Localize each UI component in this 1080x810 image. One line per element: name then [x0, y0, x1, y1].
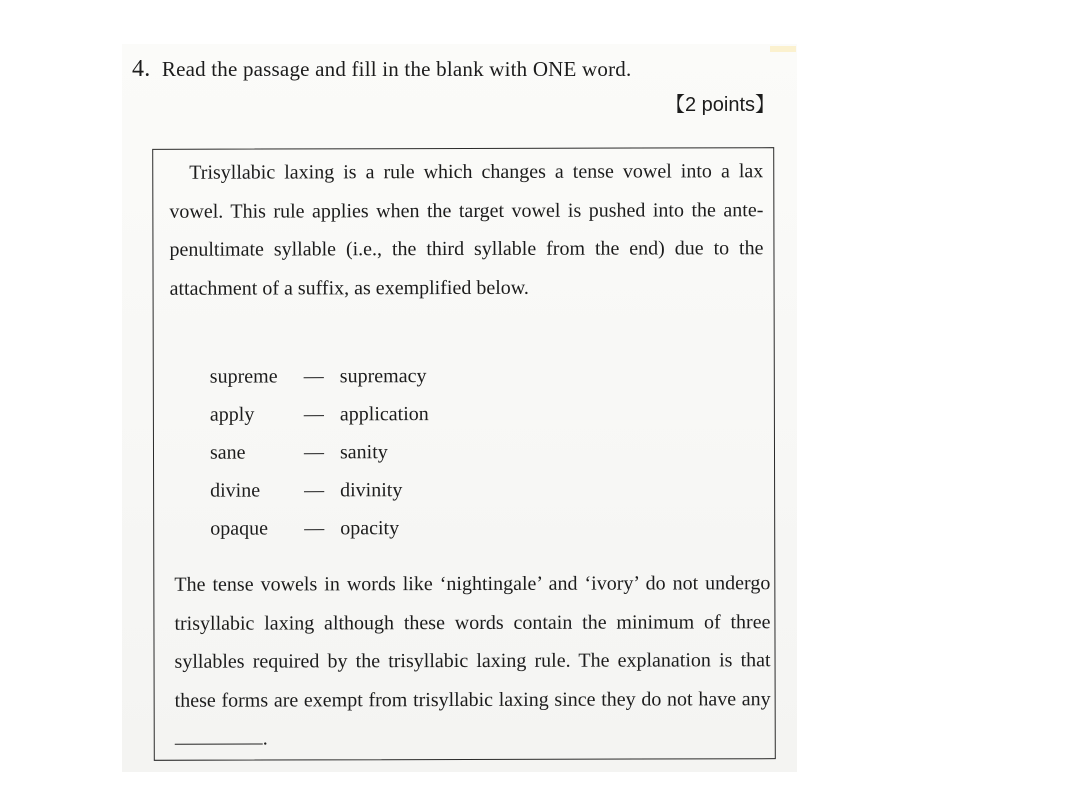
- points-label: 【2 points】: [665, 94, 776, 116]
- example-dash: —: [303, 441, 325, 464]
- example-base-word: sane: [209, 441, 246, 464]
- example-dash: —: [303, 365, 324, 388]
- end-period: .: [262, 727, 268, 750]
- conclusion-text: The tense vowels in words like ‘nightingale’ and ‘ivory’ do not undergo trisyllabic laxing although these words contain the minimum of three syllables required by the trisyllabic laxing rule. The explanation is that these forms are exempt from trisyllabic laxing since they do not have any: [174, 572, 771, 712]
- passage-box: [152, 147, 776, 761]
- example-dash: —: [304, 479, 325, 502]
- example-base-word: divine: [210, 479, 261, 502]
- example-derived-word: supremacy: [339, 365, 427, 388]
- example-derived-word: divinity: [340, 479, 403, 502]
- scan-edge-mark: [770, 46, 796, 52]
- passage-conclusion: [174, 564, 771, 758]
- example-dash: —: [304, 517, 325, 540]
- answer-blank[interactable]: [175, 730, 263, 745]
- passage-intro: [169, 152, 763, 308]
- question-number: 4.: [132, 56, 151, 82]
- question-heading: [132, 56, 631, 83]
- question-prompt: Read the passage and fill in the blank with ONE word.: [161, 57, 632, 81]
- example-derived-word: opacity: [340, 517, 400, 540]
- intro-text: Trisyllabic laxing is a rule which changes a tense vowel into a lax vowel. This rule applies when the target vowel is pushed into the ante-penultimate syllable (i.e., the third syllable from the end) due to the attachment of a suffix, as exemplified below.: [169, 160, 764, 300]
- example-derived-word: application: [339, 403, 429, 426]
- example-dash: —: [303, 403, 324, 426]
- example-base-word: supreme: [209, 365, 278, 388]
- example-base-word: apply: [209, 403, 255, 426]
- example-derived-word: sanity: [339, 441, 388, 464]
- example-base-word: opaque: [210, 517, 268, 540]
